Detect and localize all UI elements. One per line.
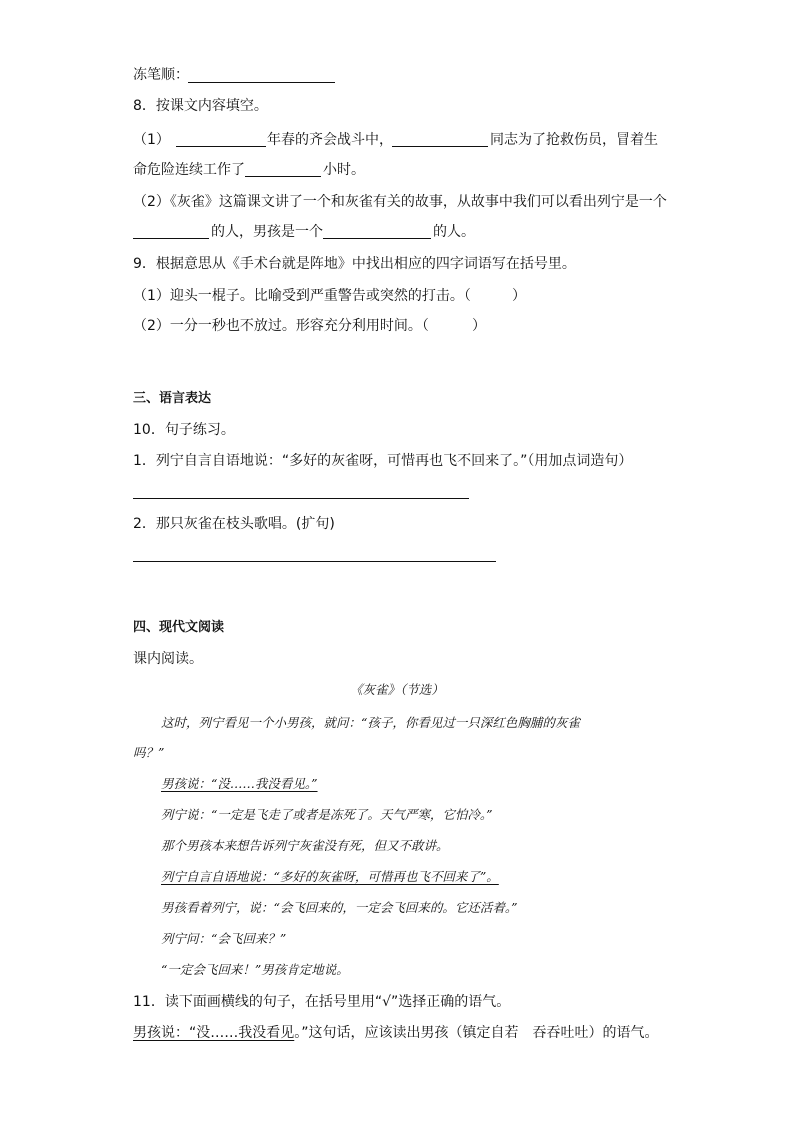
q7-stroke-order-label: 冻笔顺：: [133, 67, 189, 83]
q9-stem: 9．根据意思从《手术台就是阵地》中找出相应的四字词语写在括号里。: [133, 256, 576, 272]
q8-p1-num: （1）: [133, 132, 170, 148]
q11-stem: 11．读下面画横线的句子，在括号里用“√”选择正确的语气。: [133, 994, 511, 1010]
q9-item1: （1）迎头一棍子。比喻受到严重警告或突然的打击。（: [133, 288, 471, 304]
q10-stem: 10．句子练习。: [133, 422, 235, 438]
q8-p2-blank-boy[interactable]: [323, 238, 431, 239]
q8-stem: 8．按课文内容填空。: [133, 98, 268, 114]
passage-para-5-underlined: 列宁自言自语地说：“多好的灰雀呀，可惜再也飞不回来了”。: [161, 869, 499, 884]
q8-p1-text4: 小时。: [323, 162, 365, 178]
q8-p1-text1: 年春的齐会战斗中，: [267, 132, 393, 148]
reading-intro: 课内阅读。: [133, 651, 203, 667]
q11-quote-underlined: 男孩说：“没……我没看见: [133, 1025, 295, 1041]
passage-para-8: “一定会飞回来！”男孩肯定地说。: [161, 962, 349, 977]
q10-sentence1: 1．列宁自言自语地说：“多好的灰雀呀，可惜再也飞不回来了。”（用加点词造句）: [133, 453, 633, 469]
passage-para-5-wrap: [161, 868, 499, 886]
q8-p1-blank-hours[interactable]: [245, 176, 321, 177]
q8-p1-text2: 同志为了抢救伤员，冒着生: [490, 132, 658, 148]
passage-para-2-underlined: 男孩说：“没……我没看见。”: [161, 776, 318, 791]
q8-p1-blank-name[interactable]: [392, 146, 488, 147]
q11-choice-text[interactable]: 。”这句话，应该读出男孩（镇定自若 吞吞吐吐）的语气。: [294, 1025, 659, 1041]
q10-sentence2: 2．那只灰雀在枝头歌唱。(扩句): [133, 516, 335, 532]
passage-para-2-wrap: [161, 775, 318, 793]
q9-item2: （2）一分一秒也不放过。形容充分利用时间。（: [133, 318, 429, 334]
q8-p2-text2: 的人。: [433, 224, 475, 240]
section4-title: 四、现代文阅读: [133, 620, 225, 635]
section3-title: 三、语言表达: [133, 391, 212, 406]
passage-para-1b: 吗？”: [133, 745, 165, 760]
passage-title: 《灰雀》（节选）: [350, 682, 444, 697]
q8-p1-text3: 命危险连续工作了: [133, 162, 245, 178]
passage-para-3: 列宁说：“一定是飞走了或者是冻死了。天气严寒，它怕冷。”: [161, 807, 493, 822]
q8-p2-line1: （2）《灰雀》这篇课文讲了一个和灰雀有关的故事，从故事中我们可以看出列宁是一个: [133, 194, 667, 210]
q8-p2-text1: 的人，男孩是一个: [211, 224, 323, 240]
passage-para-4: 那个男孩本来想告诉列宁灰雀没有死，但又不敢讲。: [161, 838, 449, 853]
q7-answer-blank[interactable]: [188, 82, 335, 83]
q11-line: [133, 1024, 659, 1042]
q10-answer1-line[interactable]: [133, 498, 469, 499]
q9-item1-close: ）: [512, 288, 526, 304]
passage-para-1a: 这时，列宁看见一个小男孩，就问：“孩子，你看见过一只深红色胸脯的灰雀: [161, 715, 580, 730]
q8-p1-blank-year[interactable]: [176, 146, 266, 147]
q8-p2-blank-lenin[interactable]: [133, 238, 209, 239]
passage-para-6: 男孩看着列宁，说：“会飞回来的，一定会飞回来的。它还活着。”: [161, 900, 518, 915]
passage-para-7: 列宁问：“会飞回来？”: [161, 931, 287, 946]
q9-item2-close: ）: [472, 318, 486, 334]
q10-answer2-line[interactable]: [133, 561, 496, 562]
